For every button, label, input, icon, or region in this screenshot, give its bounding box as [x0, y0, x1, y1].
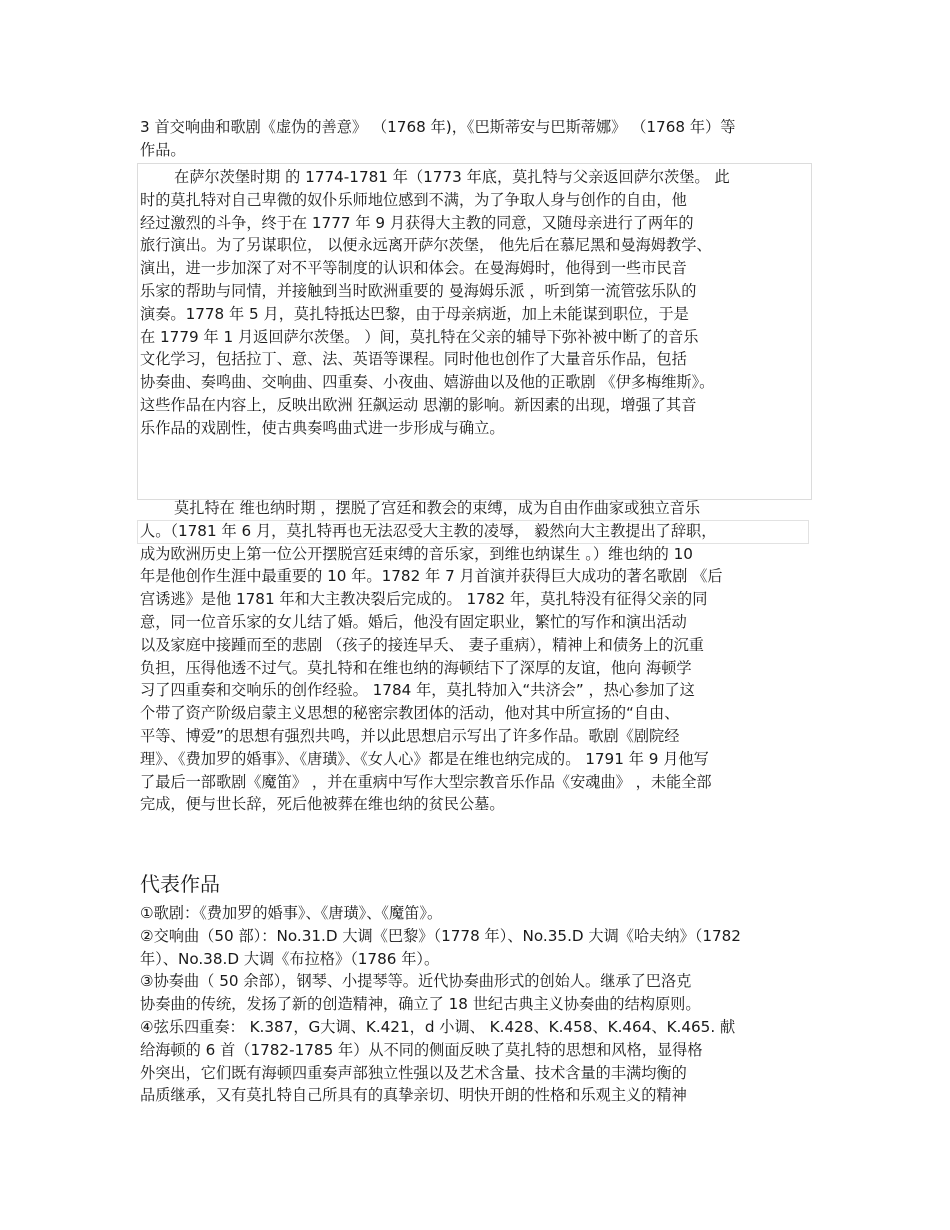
vienna-line: 平等、博爱”的思想有强烈共鸣，并以此思想启示写出了许多作品。歌剧《剧院经	[140, 726, 680, 745]
vienna-line: 完成，便与世长辞，死后他被葬在维也纳的贫民公墓。	[140, 795, 505, 814]
salzburg-line: 乐作品的戏剧性，使古典奏鸣曲式进一步形成与确立。	[140, 418, 505, 437]
salzburg-line: 在萨尔茨堡时期 的 1774-1781 年（1773 年底，莫扎特与父亲返回萨尔茨堡。 此	[174, 168, 730, 186]
vienna-line: 宫诱逃》是他 1781 年和大主教决裂后完成的。 1782 年，莫扎特没有征得父亲的同	[140, 590, 708, 609]
vienna-paragraph	[140, 497, 812, 816]
works-line: 外突出，它们既有海顿四重奏声部独立性强以及艺术含量、技术含量的丰满均衡的	[140, 1063, 687, 1082]
works-list	[140, 902, 812, 1107]
works-line: 年）、No.38.D 大调《布拉格》（1786 年）。	[140, 949, 440, 968]
salzburg-line: 时的莫扎特对自己卑微的奴仆乐师地位感到不满，为了争取人身与创作的自由，他	[140, 190, 687, 209]
works-line: ②交响曲（50 部）：No.31.D 大调《巴黎》（1778 年）、No.35.D 大调《哈夫纳》（1782	[140, 926, 741, 945]
salzburg-line: 旅行演出。为了另谋职位， 以便永远离开萨尔茨堡， 他先后在慕尼黑和曼海姆教学、	[140, 236, 712, 255]
intro-paragraph	[140, 116, 812, 162]
vienna-line: 意，同一位音乐家的女儿结了婚。婚后，他没有固定职业，繁忙的写作和演出活动	[140, 612, 687, 631]
salzburg-line: 协奏曲、奏鸣曲、交响曲、四重奏、小夜曲、嬉游曲以及他的正歌剧 《伊多梅维斯》。	[140, 373, 715, 392]
salzburg-line: 这些作品在内容上，反映出欧洲 狂飙运动 思潮的影响。新因素的出现，增强了其音	[140, 395, 697, 414]
works-line: ①歌剧：《费加罗的婚事》、《唐璜》、《魔笛》。	[140, 904, 443, 922]
vienna-line: 负担，压得他透不过气。莫扎特和在维也纳的海顿结下了深厚的友谊，他向 海顿学	[140, 658, 692, 677]
salzburg-line: 演奏。1778 年 5 月，莫扎特抵达巴黎，由于母亲病逝，加上未能谋到职位，于是	[140, 304, 689, 323]
works-heading: 代表作品	[140, 872, 220, 896]
vienna-line: 以及家庭中接踵而至的悲剧 （孩子的接连早夭、 妻子重病），精神上和债务上的沉重	[140, 635, 704, 654]
salzburg-line: 乐家的帮助与同情，并接触到当时欧洲重要的 曼海姆乐派 ，听到第一流管弦乐队的	[140, 281, 697, 300]
vienna-line: 个带了资产阶级启蒙主义思想的秘密宗教团体的活动，他对其中所宣扬的“自由、	[140, 704, 680, 723]
vienna-line: 成为欧洲历史上第一位公开摆脱宫廷束缚的音乐家，到维也纳谋生 。）维也纳的 10	[140, 544, 693, 563]
salzburg-line: 在 1779 年 1 月返回萨尔茨堡。 ）间，莫扎特在父亲的辅导下弥补被中断了的音乐	[140, 327, 699, 346]
salzburg-paragraph	[140, 166, 812, 440]
salzburg-line: 文化学习，包括拉丁、意、法、英语等课程。同时他也创作了大量音乐作品，包括	[140, 350, 687, 369]
vienna-line: 莫扎特在 维也纳时期 ，摆脱了宫廷和教会的束缚，成为自由作曲家或独立音乐	[174, 499, 701, 517]
vienna-line: 了最后一部歌剧《魔笛》 ，并在重病中写作大型宗教音乐作品《安魂曲》 ，未能全部	[140, 772, 712, 791]
vienna-line: 习了四重奏和交响乐的创作经验。 1784 年，莫扎特加入“共济会” ，热心参加了这	[140, 681, 695, 700]
works-line: 协奏曲的传统，发扬了新的创造精神，确立了 18 世纪古典主义协奏曲的结构原则。	[140, 995, 701, 1014]
intro-line: 3 首交响曲和歌剧《虚伪的善意》 （1768 年)，《巴斯蒂安与巴斯蒂娜》 （1768 年）等	[140, 118, 736, 136]
works-line: ③协奏曲（ 50 余部），钢琴、小提琴等。近代协奏曲形式的创始人。继承了巴洛克	[140, 972, 692, 991]
works-line: ④弦乐四重奏： K.387，G大调、K.421，d 小调、 K.428、K.458、K.464、K.465. 献	[140, 1017, 736, 1036]
vienna-line: 理》、《费加罗的婚事》、《唐璜》、《女人心》都是在维也纳完成的。 1791 年 9 月他写	[140, 749, 709, 768]
vienna-line: 人。（1781 年 6 月，莫扎特再也无法忍受大主教的凌辱， 毅然向大主教提出了辞职，	[140, 521, 717, 540]
works-line: 给海顿的 6 首（1782-1785 年）从不同的侧面反映了莫扎特的思想和风格，显得格	[140, 1040, 703, 1059]
salzburg-line: 经过激烈的斗争，终于在 1777 年 9 月获得大主教的同意，又随母亲进行了两年的	[140, 213, 694, 232]
salzburg-line: 演出，进一步加深了对不平等制度的认识和体会。在曼海姆时，他得到一些市民音	[140, 259, 687, 278]
vienna-line: 年是他创作生涯中最重要的 10 年。1782 年 7 月首演并获得巨大成功的著名歌剧 《后	[140, 567, 723, 586]
intro-line: 作品。	[140, 140, 186, 159]
works-line: 品质继承，又有莫扎特自己所具有的真挚亲切、明快开朗的性格和乐观主义的精神	[140, 1086, 687, 1105]
